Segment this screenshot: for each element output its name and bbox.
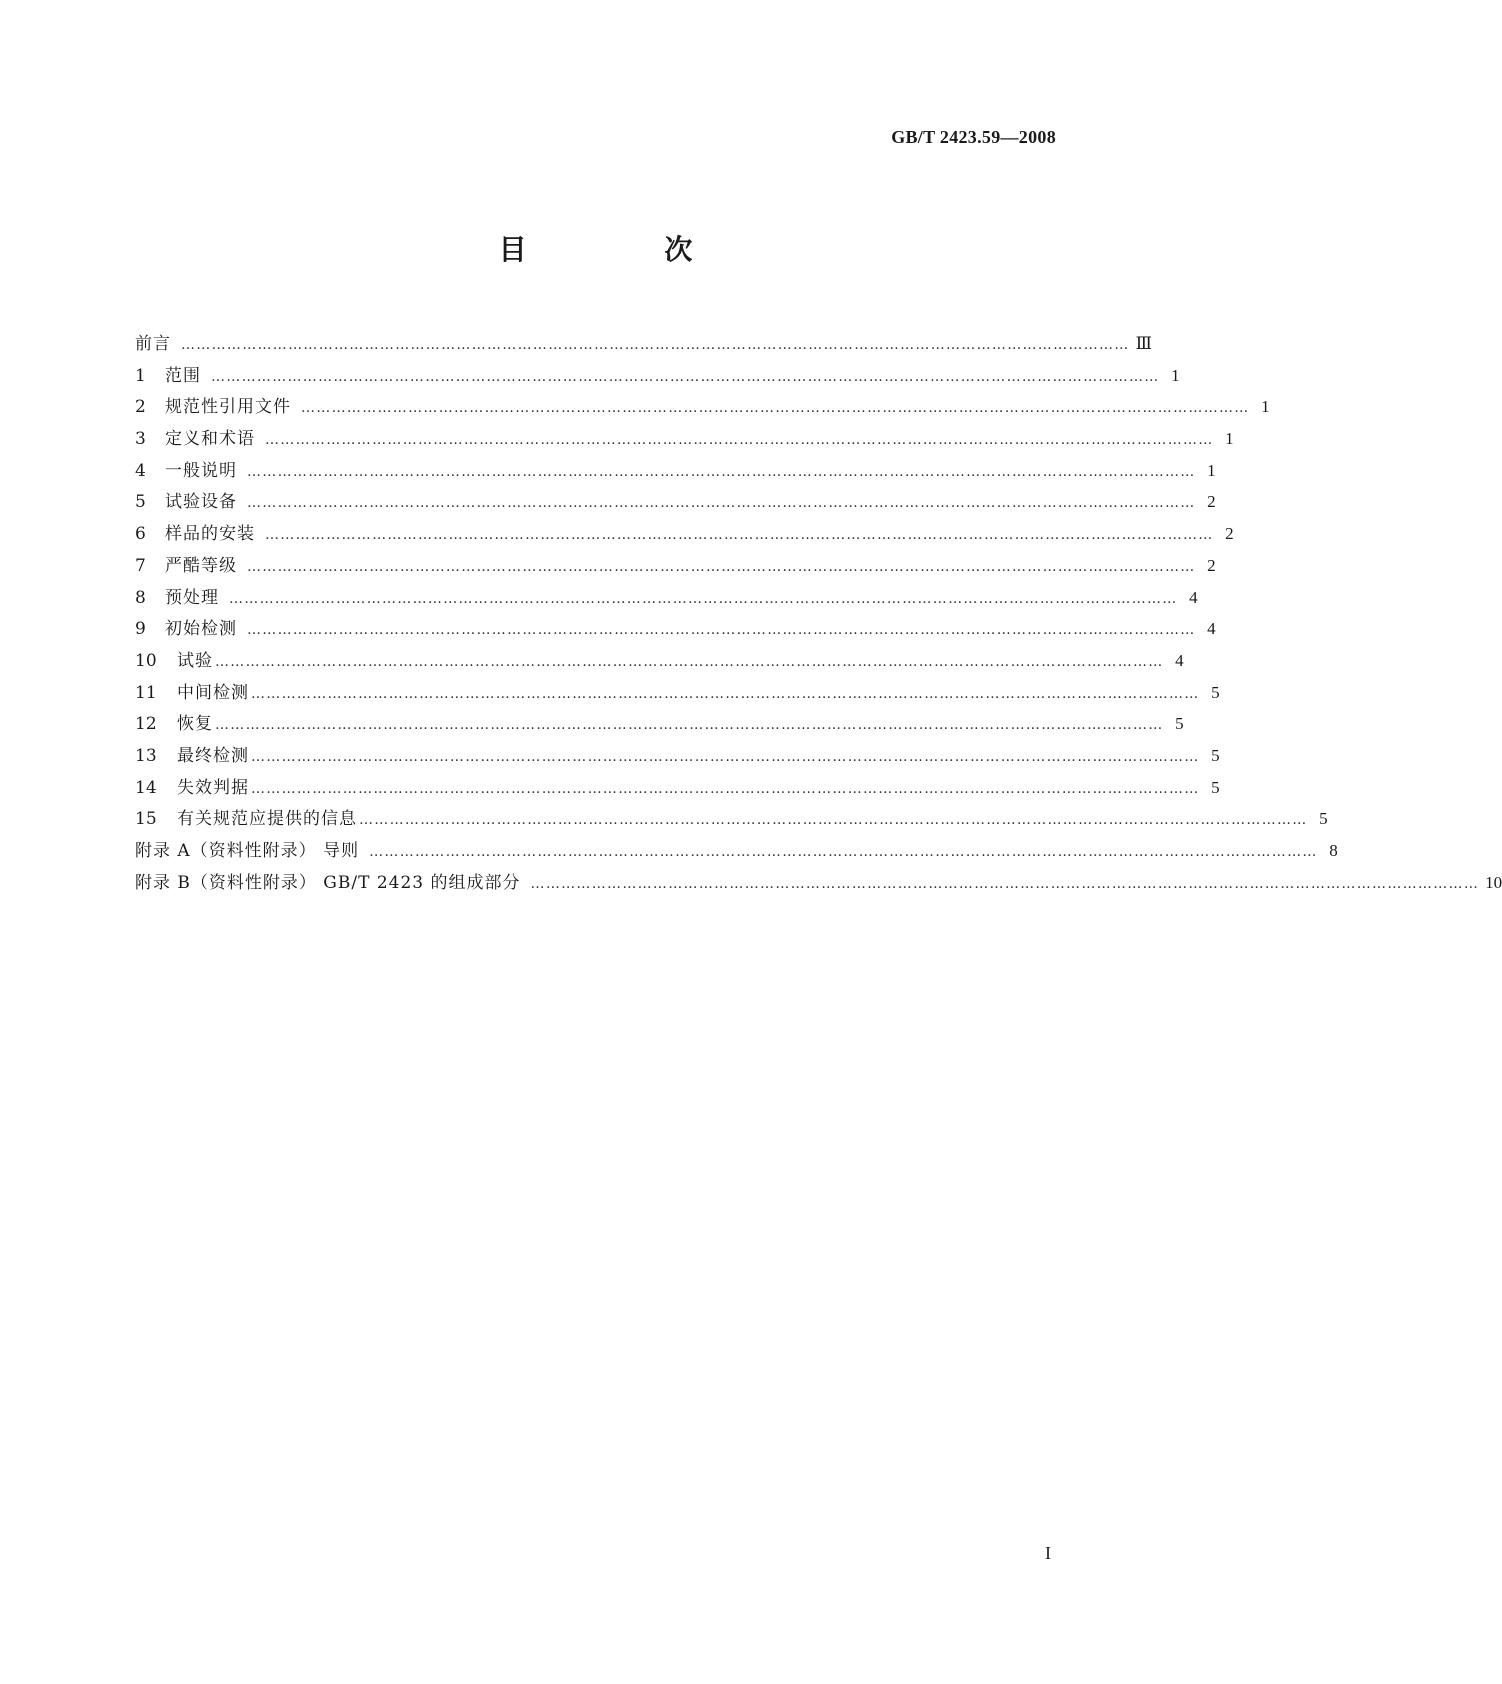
toc-entry-page: 1 [1207,460,1216,480]
dot-leader: …………………………………………………………………………………………………………………………………………………………………… [265,432,1214,449]
toc-entry-1[interactable] [135,360,1180,392]
toc-entry-label: 定义和术语 [165,429,255,450]
toc-entry-label: 失效判据 [177,777,249,798]
toc-entry-number: 8 [135,587,146,608]
toc-entry-10[interactable] [135,645,1184,677]
toc-entry-page: 5 [1319,809,1328,829]
toc-entry-page: 1 [1225,429,1234,449]
toc-entry-label: 样品的安装 [165,524,255,545]
toc-entry-label: 附录 A（资料性附录） 导则 [135,841,360,861]
toc-entry-label: 试验 [177,650,213,671]
toc-entry-7[interactable] [135,550,1216,582]
toc-entry-number: 2 [135,397,146,418]
dot-leader: …………………………………………………………………………………………………………………………………………………………………… [247,495,1196,512]
dot-leader: …………………………………………………………………………………………………………………………………………………………………… [251,780,1200,797]
dot-leader: …………………………………………………………………………………………………………………………………………………………………… [251,685,1200,702]
toc-entry-page: 5 [1211,682,1220,702]
toc-entry-label: 试验设备 [165,492,237,513]
toc-entry-page: 8 [1329,841,1338,860]
toc-entry-label: 初始检测 [165,619,237,640]
standard-number: GB/T 2423.59—2008 [891,127,1056,147]
toc-entry-number: 10 [135,650,157,671]
toc-entry-14[interactable] [135,772,1220,804]
dot-leader: …………………………………………………………………………………………………………………………………………………………………… [359,812,1308,829]
toc-entry-2[interactable] [135,391,1270,423]
toc-entry-4[interactable] [135,455,1216,487]
dot-leader: …………………………………………………………………………………………………………………………………………………………………… [247,622,1196,639]
toc-entry-label: 一般说明 [165,460,237,481]
page-title: 目 次 [498,233,757,266]
toc-entry-label: 严酷等级 [165,555,237,576]
toc-entry-number: 1 [135,365,146,386]
dot-leader: …………………………………………………………………………………………………………………………………………………………………… [247,463,1196,480]
toc-entry-label: 恢复 [177,714,213,735]
toc-entry-number: 4 [135,460,146,481]
toc-entry-label: 有关规范应提供的信息 [177,809,357,830]
dot-leader: …………………………………………………………………………………………………………………………………………………………………… [301,400,1250,417]
toc-entry-page: 2 [1225,524,1234,544]
toc-entry-number: 3 [135,429,146,450]
toc-entry-number: 15 [135,809,157,830]
toc-entry-number: 6 [135,524,146,545]
toc-entry-page: 5 [1211,745,1220,765]
toc-entry-number: 9 [135,619,146,640]
toc-entry-page: 5 [1175,714,1184,734]
toc-entry-page: 2 [1207,492,1216,512]
dot-leader: …………………………………………………………………………………………………………………………………………………………………… [530,875,1480,892]
dot-leader: …………………………………………………………………………………………………………………………………………………………………… [247,558,1196,575]
toc-entry-label: 附录 B（资料性附录） GB/T 2423 的组成部分 [135,872,521,893]
toc-entry-foreword[interactable] [135,328,1153,360]
toc-entry-page: 4 [1189,587,1198,607]
toc-entry-annex-a[interactable] [135,835,1338,867]
toc-entry-annex-b[interactable] [135,867,1502,899]
toc-entry-3[interactable] [135,423,1234,455]
toc-entry-number: 11 [135,682,157,703]
dot-leader: …………………………………………………………………………………………………………………………………………………………………… [215,717,1164,734]
toc-entry-label: 最终检测 [177,745,249,766]
toc-entry-label: 中间检测 [177,682,249,703]
dot-leader: …………………………………………………………………………………………………………………………………………………………………… [215,653,1164,670]
toc-entry-page: 2 [1207,555,1216,575]
toc-entry-label: 前言 [135,334,171,354]
toc-entry-11[interactable] [135,677,1220,709]
toc-entry-page: 5 [1211,777,1220,797]
toc-entry-label: 预处理 [165,587,219,608]
dot-leader: …………………………………………………………………………………………………………………………………………………………………… [265,527,1214,544]
toc-entry-6[interactable] [135,518,1234,550]
toc-entry-number: 7 [135,555,146,576]
toc-entry-label: 范围 [165,365,201,386]
toc-entry-label: 规范性引用文件 [165,397,291,418]
dot-leader: …………………………………………………………………………………………………………………………………………………………………… [211,368,1160,385]
toc-entry-page: 4 [1175,650,1184,670]
toc-entry-page: 10 [1485,872,1502,892]
toc-entry-number: 12 [135,714,157,735]
toc-entry-page: 1 [1261,397,1270,417]
toc-entry-page: Ⅲ [1135,334,1153,353]
toc-entry-number: 14 [135,777,157,798]
dot-leader: …………………………………………………………………………………………………………………………………………………………………… [229,590,1178,607]
toc-entry-page: 1 [1171,365,1180,385]
toc-entry-page: 4 [1207,619,1216,639]
dot-leader: …………………………………………………………………………………………………………………………………………………………………… [181,337,1130,353]
toc-entry-number: 5 [135,492,146,513]
dot-leader: …………………………………………………………………………………………………………………………………………………………………… [369,844,1318,860]
toc-entry-5[interactable] [135,486,1216,518]
toc-entry-12[interactable] [135,708,1184,740]
dot-leader: …………………………………………………………………………………………………………………………………………………………………… [251,748,1200,765]
toc-entry-15[interactable] [135,803,1328,835]
toc-entry-13[interactable] [135,740,1220,772]
toc-entry-9[interactable] [135,613,1216,645]
toc-entry-number: 13 [135,745,157,766]
table-of-contents [135,328,1502,898]
page-number: I [1045,1543,1051,1563]
toc-entry-8[interactable] [135,582,1198,614]
